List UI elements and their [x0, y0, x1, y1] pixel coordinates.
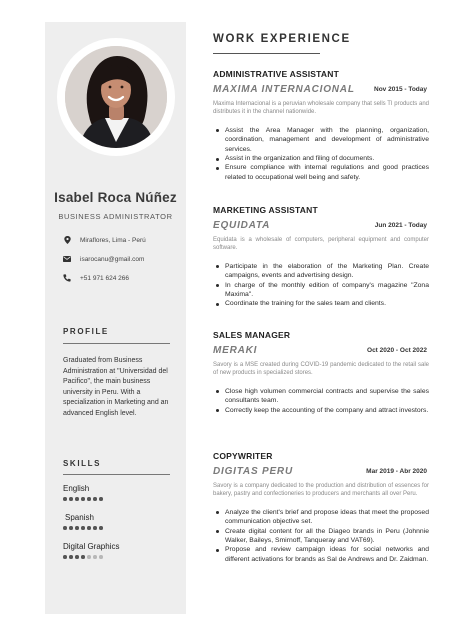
- skill-level-dots: [63, 555, 119, 559]
- skill-dot: [93, 555, 97, 559]
- responsibility-item: Assist in the organization and filing of documents.: [213, 154, 429, 163]
- skill-dot: [81, 555, 85, 559]
- company-name: MAXIMA INTERNACIONAL: [213, 84, 355, 95]
- work-experience-heading: WORK EXPERIENCE: [213, 33, 351, 45]
- profile-divider: [63, 343, 170, 344]
- skill-dot: [93, 526, 97, 530]
- candidate-name: Isabel Roca Núñez: [54, 190, 177, 205]
- skill-dot: [75, 497, 79, 501]
- job-entry: [213, 205, 429, 309]
- profile-photo: [65, 46, 167, 148]
- job-responsibilities: [213, 508, 429, 564]
- contact-phone-text: +51 971 624 266: [80, 274, 129, 282]
- responsibility-item: Coordinate the training for the sales team and clients.: [213, 299, 429, 308]
- job-entry: [213, 330, 429, 415]
- job-dates: Mar 2019 - Abr 2020: [366, 468, 427, 475]
- skill-level-dots: [63, 497, 103, 501]
- contact-location-text: Miraflores, Lima - Perú: [80, 236, 146, 244]
- responsibility-item: Correctly keep the accounting of the company and attract investors.: [213, 406, 429, 415]
- job-title: ADMINISTRATIVE ASSISTANT: [213, 69, 340, 79]
- company-row: [213, 220, 429, 234]
- responsibility-item: Ensure compliance with internal regulations and good practices related to occupational well being and safety.: [213, 163, 429, 182]
- profile-photo-frame: [57, 38, 175, 156]
- skill-dot: [63, 526, 67, 530]
- skill-dot: [81, 526, 85, 530]
- job-title: SALES MANAGER: [213, 330, 291, 340]
- job-entry: [213, 451, 429, 564]
- contact-email[interactable]: [63, 255, 144, 263]
- company-name: EQUIDATA: [213, 220, 271, 231]
- company-row: [213, 84, 429, 98]
- responsibility-item: In charge of the monthly edition of company's magazine "Zona Maxima".: [213, 281, 429, 300]
- profile-heading: PROFILE: [63, 327, 109, 336]
- skill-level-dots: [63, 526, 103, 530]
- skill-dot: [63, 555, 67, 559]
- job-dates: Oct 2020 - Oct 2022: [367, 347, 427, 354]
- skill-dot: [99, 555, 103, 559]
- company-name: DIGITAS PERU: [213, 466, 293, 477]
- skill-dot: [87, 555, 91, 559]
- job-responsibilities: [213, 262, 429, 309]
- email-icon: [63, 255, 71, 263]
- location-pin-icon: [63, 236, 71, 244]
- skill-dot: [87, 526, 91, 530]
- job-responsibilities: [213, 387, 429, 415]
- contact-location: [63, 236, 146, 244]
- company-description: Savory is a MSE created during COVID-19 pandemic dedicated to the retail sale of new products in specialized stores.: [213, 362, 429, 377]
- company-row: [213, 466, 429, 480]
- company-row: [213, 345, 429, 359]
- contact-phone[interactable]: [63, 274, 129, 282]
- company-description: Maxima Internacional is a peruvian wholesale company that sells TI products and distributes it in the channel nationwide.: [213, 101, 429, 116]
- skill-english: [63, 484, 103, 501]
- skill-name: English: [63, 484, 90, 493]
- skill-dot: [75, 555, 79, 559]
- job-dates: Jun 2021 - Today: [374, 222, 427, 229]
- responsibility-item: Assist the Area Manager with the planning, organization, coordination, management and development of administrative services.: [213, 126, 429, 154]
- skill-dot: [93, 497, 97, 501]
- company-name: MERAKI: [213, 345, 258, 356]
- skill-dot: [81, 497, 85, 501]
- skill-dot: [99, 526, 103, 530]
- responsibility-item: Propose and review campaign ideas for social networks and different activations for brands as Sal de Andrews and Dr. Zaidman.: [213, 545, 429, 564]
- skill-name: Spanish: [65, 513, 94, 522]
- job-responsibilities: [213, 126, 429, 182]
- skill-dot: [69, 497, 73, 501]
- responsibility-item: Analyze the client's brief and propose ideas that meet the proposed communication objective set.: [213, 508, 429, 527]
- skill-dot: [99, 497, 103, 501]
- skills-divider: [63, 474, 170, 475]
- profile-text: Graduated from Business Administration at "Universidad del Pacifico", the main business university in Peru. With a specialization in Marketing and an advanced English level.: [63, 357, 169, 417]
- contact-email-text: isarocanu@gmail.com: [80, 255, 145, 263]
- skill-dot: [69, 526, 73, 530]
- company-description: Savory is a company dedicated to the production and distribution of essences for bakery, pastry and confectioneries to producers and merchants all over Peru.: [213, 483, 429, 498]
- skills-heading: SKILLS: [63, 459, 102, 468]
- company-description: Equidata is a wholesale of computers, peripheral equipment and computer software.: [213, 237, 429, 252]
- responsibility-item: Create digital content for all the Diageo brands in Peru (Johnnie Walker, Baileys, Smirnoff, Tanqueray and VAT69).: [213, 527, 429, 546]
- skill-dot: [63, 497, 67, 501]
- job-dates: Nov 2015 - Today: [374, 86, 427, 93]
- skill-name: Digital Graphics: [63, 542, 120, 551]
- job-entry: [213, 69, 429, 182]
- responsibility-item: Participate in the elaboration of the Marketing Plan. Create campaigns, events and advertising design.: [213, 262, 429, 281]
- skill-dot: [75, 526, 79, 530]
- skill-dot: [69, 555, 73, 559]
- skill-digital-graphics: [63, 542, 119, 559]
- responsibility-item: Close high volumen commercial contracts and supervise the sales consultants team.: [213, 387, 429, 406]
- skill-spanish: [63, 513, 103, 530]
- job-title: COPYWRITER: [213, 451, 273, 461]
- phone-icon: [63, 274, 71, 282]
- sidebar: [45, 22, 186, 614]
- candidate-role: BUSINESS ADMINISTRATOR: [58, 212, 173, 221]
- skill-dot: [87, 497, 91, 501]
- job-title: MARKETING ASSISTANT: [213, 205, 318, 215]
- work-experience-divider: [213, 53, 320, 54]
